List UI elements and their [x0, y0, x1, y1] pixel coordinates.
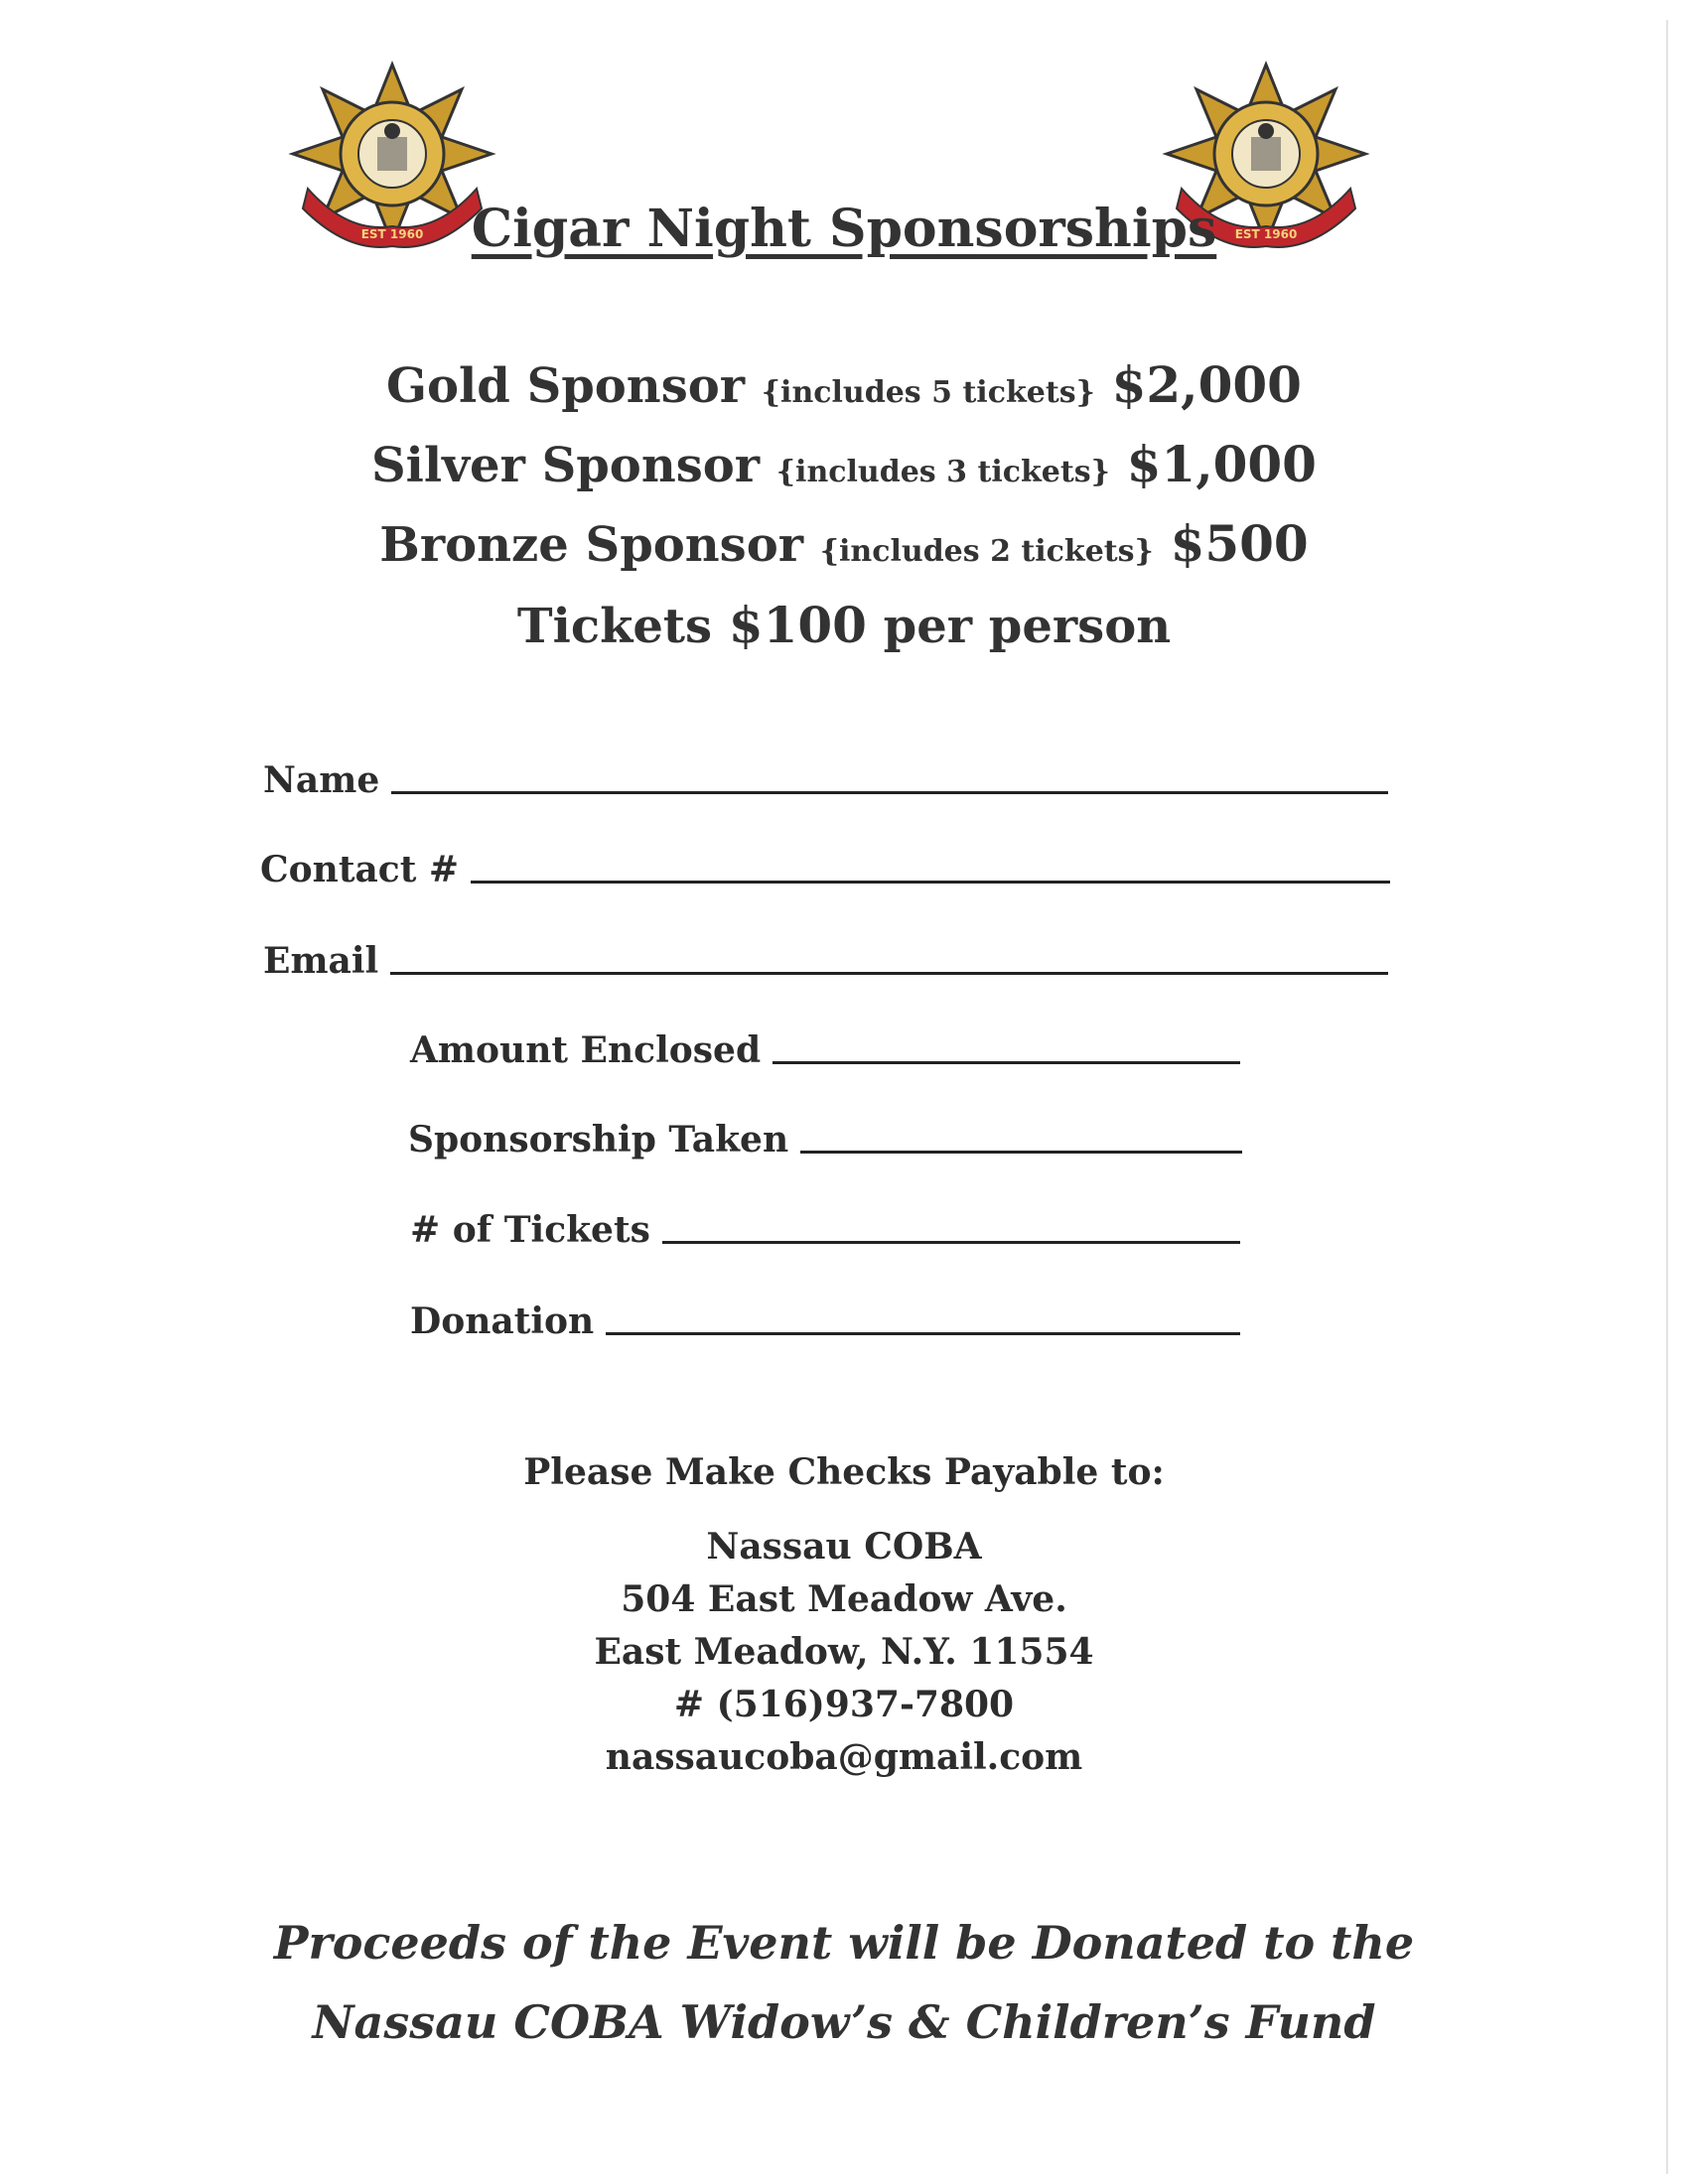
contact-label: Contact #	[260, 849, 460, 890]
tier-price: $2,000	[1111, 355, 1302, 414]
tickets-price: $100	[728, 596, 867, 654]
email-field	[263, 935, 1388, 983]
donation-label: Donation	[410, 1300, 595, 1342]
ticket-count-field	[410, 1204, 1240, 1252]
contact-field	[260, 844, 1390, 891]
amount-enclosed-blank-line[interactable]	[773, 1061, 1240, 1064]
donation-field	[410, 1296, 1240, 1343]
svg-text:EST 1960: EST 1960	[360, 227, 424, 241]
donation-blank-line[interactable]	[606, 1332, 1240, 1335]
street-address: 504 East Meadow Ave.	[621, 1578, 1067, 1620]
amount-enclosed-field	[410, 1024, 1240, 1072]
tickets-suffix: per person	[883, 599, 1172, 654]
tier-gold	[0, 355, 1688, 414]
page-title: Cigar Night Sponsorships	[471, 199, 1217, 259]
email-blank-line[interactable]	[390, 972, 1388, 975]
tickets-line	[0, 596, 1688, 654]
tier-note: {includes 2 tickets}	[819, 534, 1154, 569]
tier-note: {includes 5 tickets}	[761, 375, 1095, 410]
phone-number: # (516)937-7800	[673, 1684, 1015, 1725]
amount-enclosed-label: Amount Enclosed	[410, 1029, 762, 1071]
name-field	[263, 754, 1388, 802]
city-address: East Meadow, N.Y. 11554	[594, 1631, 1094, 1673]
ticket-count-blank-line[interactable]	[662, 1241, 1240, 1244]
proceeds-line-2: Nassau COBA Widow’s & Children’s Fund	[312, 1995, 1376, 2049]
tier-name: Bronze Sponsor	[379, 517, 803, 573]
tier-bronze	[0, 514, 1688, 573]
name-blank-line[interactable]	[391, 791, 1388, 794]
email-label: Email	[263, 940, 379, 982]
sponsorship-taken-label: Sponsorship Taken	[408, 1119, 789, 1160]
page-edge-line	[1666, 20, 1668, 2174]
sponsorship-taken-field	[408, 1114, 1242, 1161]
contact-blank-line[interactable]	[471, 881, 1390, 884]
ticket-count-label: # of Tickets	[410, 1209, 650, 1251]
contact-email: nassaucoba@gmail.com	[605, 1736, 1083, 1778]
tickets-prefix: Tickets	[516, 599, 713, 654]
payable-heading: Please Make Checks Payable to:	[523, 1451, 1165, 1493]
name-label: Name	[263, 759, 380, 801]
tier-price: $500	[1170, 514, 1309, 573]
tier-name: Silver Sponsor	[371, 438, 761, 493]
tier-name: Gold Sponsor	[386, 358, 746, 414]
tier-price: $1,000	[1126, 435, 1317, 493]
svg-text:EST 1960: EST 1960	[1234, 227, 1298, 241]
tier-silver	[0, 435, 1688, 493]
org-name: Nassau COBA	[706, 1526, 982, 1568]
sponsorship-taken-blank-line[interactable]	[800, 1151, 1242, 1154]
tier-note: {includes 3 tickets}	[775, 455, 1110, 489]
proceeds-line-1: Proceeds of the Event will be Donated to the	[273, 1916, 1415, 1970]
